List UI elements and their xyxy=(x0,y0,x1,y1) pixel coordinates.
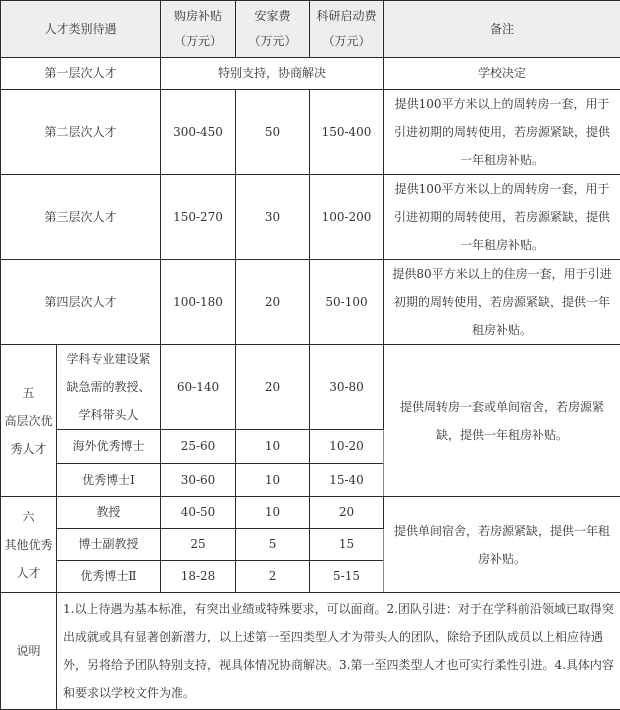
row-name: 海外优秀博士 xyxy=(57,430,161,464)
row-housing: 150-270 xyxy=(161,175,236,260)
row-housing: 300-450 xyxy=(161,90,236,175)
row-housing: 25-60 xyxy=(161,430,236,464)
row-settling: 20 xyxy=(236,345,310,430)
notes-row xyxy=(1,593,620,710)
group-label-5: 五 高层次优秀人才 xyxy=(1,345,57,497)
table-row xyxy=(1,345,620,430)
row-remark: 提供100平方米以上的周转房一套，用于引进初期的周转使用，若房源紧缺，提供一年租房补贴。 xyxy=(384,175,620,260)
row-research: 15 xyxy=(310,529,384,561)
header-row xyxy=(1,1,620,58)
row-category: 第二层次人才 xyxy=(1,90,161,175)
table-row xyxy=(1,90,620,175)
row-settling: 30 xyxy=(236,175,310,260)
row-category: 第三层次人才 xyxy=(1,175,161,260)
row-remark: 提供80平方米以上的住房一套，用于引进初期的周转使用，若房源紧缺，提供一年租房补贴。 xyxy=(384,260,620,345)
row-remark: 学校决定 xyxy=(384,58,620,90)
table-row xyxy=(1,260,620,345)
row-settling: 20 xyxy=(236,260,310,345)
row-research: 100-200 xyxy=(310,175,384,260)
header-category: 人才类别待遇 xyxy=(1,1,161,58)
row-name: 学科专业建设紧缺急需的教授、学科带头人 xyxy=(57,345,161,430)
row-housing: 25 xyxy=(161,529,236,561)
row-housing: 40-50 xyxy=(161,497,236,529)
row-research: 15-40 xyxy=(310,464,384,497)
row-settling: 2 xyxy=(236,561,310,593)
table-row xyxy=(1,175,620,260)
row-housing: 18-28 xyxy=(161,561,236,593)
table-row xyxy=(1,58,620,90)
notes-label: 说明 xyxy=(1,593,57,710)
row-research: 30-80 xyxy=(310,345,384,430)
row-settling: 10 xyxy=(236,430,310,464)
row-research: 5-15 xyxy=(310,561,384,593)
row-name: 优秀博士Ⅰ xyxy=(57,464,161,497)
group-remark-5: 提供周转房一套或单间宿舍，若房源紧缺，提供一年租房补贴。 xyxy=(384,345,620,497)
row-research: 150-400 xyxy=(310,90,384,175)
row-research: 20 xyxy=(310,497,384,529)
row-settling: 5 xyxy=(236,529,310,561)
row-housing: 30-60 xyxy=(161,464,236,497)
row-settling: 50 xyxy=(236,90,310,175)
row-remark: 提供100平方米以上的周转房一套，用于引进初期的周转使用，若房源紧缺，提供一年租房补贴。 xyxy=(384,90,620,175)
table-row xyxy=(1,497,620,529)
group-remark-6: 提供单间宿舍，若房源紧缺，提供一年租房补贴。 xyxy=(384,497,620,593)
row-housing: 60-140 xyxy=(161,345,236,430)
row-name: 博士副教授 xyxy=(57,529,161,561)
row-settling: 10 xyxy=(236,464,310,497)
notes-text: 1.以上待遇为基本标准，有突出业绩或特殊要求，可以面商。2.团队引进：对于在学科前沿领域已取得突出成就或具有显著创新潜力，以上述第一至四类型人才为带头人的团队，除给予团队成员以上相应待遇外，另将给予团队特别支持，视具体情况协商解决。3.第一至四类型人才也可实行柔性引进。4.具体内容和要求以学校文件为准。 xyxy=(57,593,620,710)
row-settling: 10 xyxy=(236,497,310,529)
header-remarks: 备注 xyxy=(384,1,620,58)
row-merged-value: 特别支持，协商解决 xyxy=(161,58,384,90)
group-label-6: 六 其他优秀人才 xyxy=(1,497,57,593)
row-research: 10-20 xyxy=(310,430,384,464)
row-research: 50-100 xyxy=(310,260,384,345)
row-housing: 100-180 xyxy=(161,260,236,345)
header-research-fund: 科研启动费 （万元） xyxy=(310,1,384,58)
header-housing-subsidy: 购房补贴 （万元） xyxy=(161,1,236,58)
row-name: 教授 xyxy=(57,497,161,529)
row-category: 第一层次人才 xyxy=(1,58,161,90)
row-name: 优秀博士Ⅱ xyxy=(57,561,161,593)
header-settling-fee: 安家费 （万元） xyxy=(236,1,310,58)
row-category: 第四层次人才 xyxy=(1,260,161,345)
